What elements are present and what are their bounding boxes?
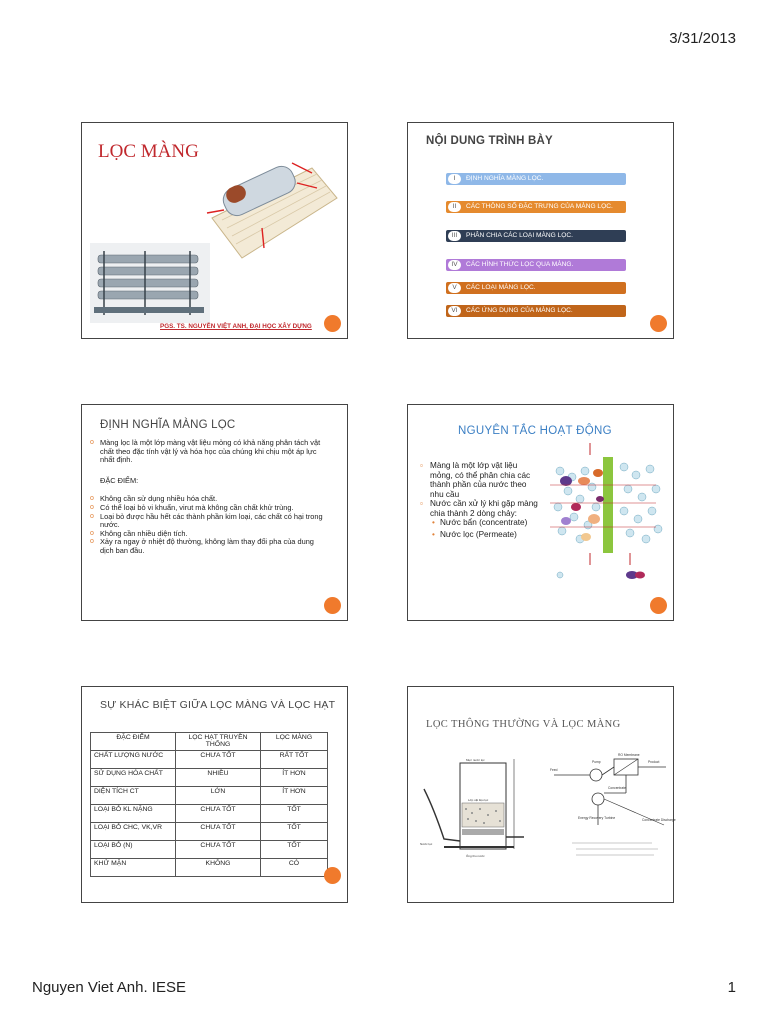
page-number: 1 xyxy=(727,979,736,996)
slide-1-author: PGS. TS. NGUYỄN VIỆT ANH, ĐẠI HỌC XÂY DỰNG xyxy=(160,323,312,330)
slide-6-title: LỌC THÔNG THƯỜNG VÀ LỌC MÀNG xyxy=(426,719,621,730)
slide-2-title: NỘI DUNG TRÌNH BÀY xyxy=(426,135,553,147)
industrial-membrane-system-photo xyxy=(90,243,210,323)
page-date: 3/31/2013 xyxy=(669,30,736,47)
principle-bullet-1: Màng là một lớp vật liệu mỏng, có thể phân chia các thành phần của nước theo nhu cầu xyxy=(430,461,531,499)
feature-item: o Không cần sử dụng nhiều hóa chất. xyxy=(90,495,325,504)
table-row: CHẤT LƯỢNG NƯỚC CHƯA TỐT RẤT TỐT xyxy=(91,751,328,769)
svg-text:Nước lọc: Nước lọc xyxy=(420,842,433,846)
sub-item-concentrate: Nước bẩn (concentrate) xyxy=(440,518,528,527)
table-header-row xyxy=(91,733,328,751)
toc-item-5: V CÁC LOẠI MÀNG LỌC. xyxy=(446,282,626,294)
svg-text:Product: Product xyxy=(648,760,660,764)
svg-text:Mực nước lọc: Mực nước lọc xyxy=(466,758,485,762)
slide-2-thumbnail[interactable] xyxy=(407,122,674,339)
slide-3-body xyxy=(90,439,325,556)
svg-text:RO Membrane: RO Membrane xyxy=(618,753,640,757)
sub-item-permeate: Nước lọc (Permeate) xyxy=(440,529,517,539)
slide-5-title: SỰ KHÁC BIỆT GIỮA LỌC MÀNG VÀ LỌC HẠT xyxy=(100,699,336,711)
svg-text:Feed: Feed xyxy=(550,768,558,772)
header-cell: LỌC HẠT TRUYỀN THỐNG xyxy=(176,733,261,751)
slide-1-thumbnail[interactable] xyxy=(81,122,348,339)
table-row: KHỬ MẶN KHÔNG CÓ xyxy=(91,859,328,877)
definition-text: o Màng lọc là một lớp màng vật liệu mỏng có khả năng phân tách vật chất theo đặc tính vật lý và hóa học của chúng khi chịu một áp lực nhất định. xyxy=(90,439,325,465)
footer-author: Nguyen Viet Anh. IESE xyxy=(32,979,186,996)
table-row: DIỆN TÍCH CT LỚN ÍT HƠN xyxy=(91,787,328,805)
toc-item-4: IV CÁC HÌNH THỨC LỌC QUA MÀNG. xyxy=(446,259,626,271)
feature-item: o Loại bỏ được hầu hết các thành phần kim loại, các chất có hại trong nước. xyxy=(90,513,325,530)
slide-6-thumbnail[interactable] xyxy=(407,686,674,903)
conventional-filter-diagram xyxy=(414,749,542,869)
comparison-table xyxy=(90,732,328,877)
slide-4-thumbnail[interactable] xyxy=(407,404,674,621)
principle-bullet-2: Nước cần xử lý khi gặp màng chia thành 2 dòng chảy: xyxy=(430,499,538,518)
svg-text:Ống thu nước: Ống thu nước xyxy=(466,854,485,858)
toc-item-3: III PHÂN CHIA CÁC LOẠI MÀNG LỌC. xyxy=(446,230,626,242)
feature-item: o Xảy ra ngay ở nhiệt độ thường, không làm thay đổi pha của dung dịch ban đầu. xyxy=(90,538,325,555)
slide-3-title: ĐỊNH NGHĨA MÀNG LỌC xyxy=(100,419,236,431)
toc-item-6: VI CÁC ỨNG DỤNG CỦA MÀNG LỌC. xyxy=(446,305,626,317)
header-cell: LỌC MÀNG xyxy=(261,733,328,751)
toc-item-2: II CÁC THÔNG SỐ ĐẶC TRƯNG CỦA MÀNG LỌC. xyxy=(446,201,626,213)
slide-5-orange-dot xyxy=(324,867,341,884)
svg-text:Concentrate Discharge: Concentrate Discharge xyxy=(642,818,676,822)
membrane-separation-diagram xyxy=(540,441,668,581)
slide-4-title: NGUYÊN TẮC HOẠT ĐỘNG xyxy=(458,425,612,437)
svg-text:Pump: Pump xyxy=(592,760,601,764)
header-cell: ĐẶC ĐIỂM xyxy=(91,733,176,751)
svg-text:Concentrate: Concentrate xyxy=(608,786,626,790)
features-heading: ĐẶC ĐIỂM: xyxy=(100,475,139,485)
slide-4-orange-dot xyxy=(650,597,667,614)
slide-5-thumbnail[interactable] xyxy=(81,686,348,903)
slide-3-orange-dot xyxy=(324,597,341,614)
ro-process-schematic xyxy=(548,745,676,871)
table-row: LOẠI BỎ (N) CHƯA TỐT TỐT xyxy=(91,841,328,859)
slide-3-thumbnail[interactable] xyxy=(81,404,348,621)
table-row: SỬ DỤNG HÓA CHẤT NHIỀU ÍT HƠN xyxy=(91,769,328,787)
slide-4-body: ▫ Màng là một lớp vật liệu mỏng, có thể phân chia các thành phần của nước theo nhu cầu ▫ Nước cần xử lý khi gặp màng chia thành 2 dòng chảy: • Nước bẩn (concentrate) • Nước lọc (Permeate) xyxy=(420,461,538,539)
svg-text:Lớp vật liệu lọc: Lớp vật liệu lọc xyxy=(468,798,489,802)
table-row: LOẠI BỎ CHC, VK,VR CHƯA TỐT TỐT xyxy=(91,823,328,841)
svg-text:Energy Recovery Turbine: Energy Recovery Turbine xyxy=(578,816,616,820)
slide-1-title: LỌC MÀNG xyxy=(98,141,199,162)
slide-2-orange-dot xyxy=(650,315,667,332)
slide-1-orange-dot xyxy=(324,315,341,332)
feature-item: o Không cần nhiều diện tích. xyxy=(90,530,325,539)
toc-item-1: I ĐỊNH NGHĨA MÀNG LỌC. xyxy=(446,173,626,185)
table-row: LOẠI BỎ KL NẶNG CHƯA TỐT TỐT xyxy=(91,805,328,823)
feature-item: o Có thể loại bỏ vi khuẩn, virut mà không cần chất khử trùng. xyxy=(90,504,325,513)
membrane-cartridge-illustration xyxy=(202,158,342,268)
